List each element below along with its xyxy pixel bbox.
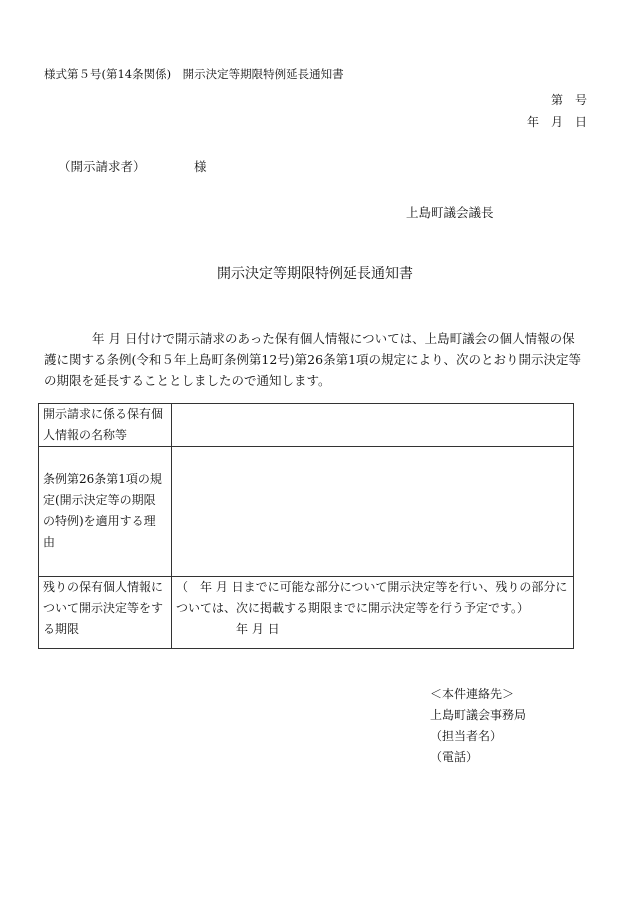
table-value-cell (172, 404, 574, 447)
contact-office: 上島町議会事務局 (430, 708, 527, 722)
body-paragraph: 年 月 日付けで開示請求のあった保有個人情報については、上島町議会の個人情報の保護に関する条例(令和５年上島町条例第12号)第26条第1項の規定により、次のとおり開示決定等の期限を延長することとしましたので通知します。 (44, 331, 582, 388)
table-value-cell (172, 577, 574, 649)
table-value-cell (172, 447, 574, 577)
deadline-note: （ 年 月 日までに可能な部分について開示決定等を行い、残りの部分については、次に掲載する期限までに開示決定等を行う予定です。） (176, 580, 568, 615)
deadline-date: 年 月 日 (236, 622, 280, 636)
table-row (39, 447, 574, 577)
table-label-cell: 開示請求に係る保有個人情報の名称等 (39, 404, 172, 447)
recipient-name: （開示請求者） (58, 159, 146, 174)
recipient-honorific: 様 (194, 159, 207, 174)
document-number: 第 号 (550, 93, 587, 107)
info-table (38, 403, 574, 649)
form-label: 様式第５号(第14条関係) 開示決定等期限特例延長通知書 (44, 67, 344, 81)
sender-name: 上島町議会議長 (406, 205, 494, 220)
contact-heading: ＜本件連絡先＞ (430, 687, 515, 701)
document-date: 年 月 日 (526, 115, 587, 129)
table-label-cell: 残りの保有個人情報について開示決定等をする期限 (39, 577, 172, 649)
table-row (39, 577, 574, 649)
table-row (39, 404, 574, 447)
contact-block (430, 684, 526, 768)
table-label-cell: 条例第26条第1項の規定(開示決定等の期限の特例)を適用する理由 (39, 447, 172, 577)
document-title: 開示決定等期限特例延長通知書 (217, 266, 413, 282)
contact-phone: （電話） (430, 750, 479, 764)
contact-person: （担当者名） (430, 729, 503, 743)
